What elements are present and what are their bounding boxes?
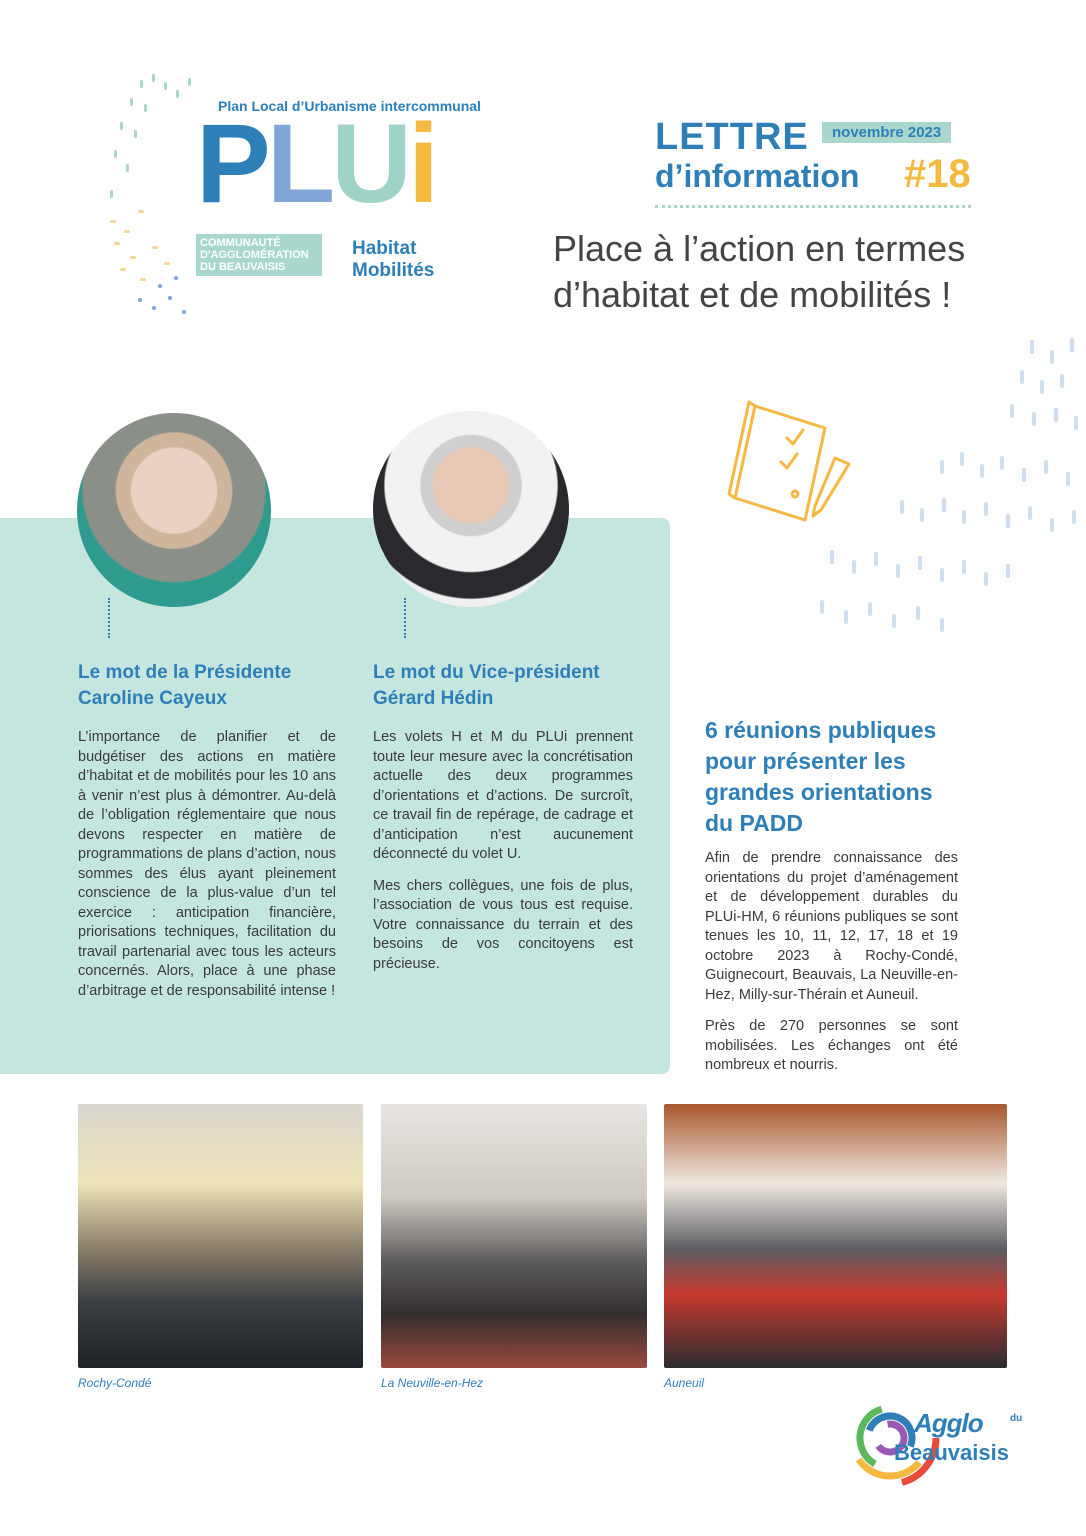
president-column xyxy=(78,660,336,1013)
page-title: Place à l’action en termes d’habitat et de mobilités ! xyxy=(553,228,966,315)
community-label: COMMUNAUTÉ D'AGGLOMÉRATION DU BEAUVAISIS xyxy=(196,234,322,276)
meetings-heading: 6 réunions publiques pour présenter les grandes orientations du PADD xyxy=(705,717,937,836)
meetings-column xyxy=(705,715,958,1088)
dotted-connector xyxy=(404,598,406,638)
photo-caption: La Neuville-en-Hez xyxy=(381,1376,484,1390)
lettre-heading: LETTRE xyxy=(655,116,809,158)
vice-president-heading xyxy=(373,660,633,712)
vice-president-column xyxy=(373,660,633,986)
vice-president-text xyxy=(373,728,633,974)
dotted-connector xyxy=(108,598,110,638)
notebook-pen-icon xyxy=(725,398,855,528)
president-text xyxy=(78,728,336,1001)
theme-habitat: Habitat xyxy=(352,238,417,259)
photo-auneuil xyxy=(664,1104,1007,1368)
photo-caption: Auneuil xyxy=(664,1376,705,1390)
plui-letter-u: U xyxy=(331,101,409,226)
photo-la-neuville-en-hez xyxy=(381,1104,647,1368)
agglo-logo-name: Agglo xyxy=(914,1408,983,1438)
vice-president-paragraph-1: Les volets H et M du PLUi prennent toute leur mesure avec la concrétisation actuelle des deux programmes d’orientations et d’actions. De surcroît, ce travail fin de repérage, de cadrage et d’anticipation n’est aucunement déconnecté du volet U. xyxy=(373,729,633,862)
meetings-text xyxy=(705,849,958,1076)
plui-letter-i: i xyxy=(408,101,436,226)
plui-letter-p: P xyxy=(196,101,267,226)
date-badge: novembre 2023 xyxy=(822,122,951,143)
vice-president-portrait-photo xyxy=(373,411,569,607)
agglo-logo-du: du xyxy=(1010,1413,1023,1424)
photo-caption: Rochy-Condé xyxy=(78,1376,152,1390)
issue-number: #18 xyxy=(904,152,971,196)
title-dotted-divider xyxy=(655,205,971,208)
vice-president-heading-line1: Le mot du Vice-président xyxy=(373,662,600,683)
vice-president-paragraph-2: Mes chers collègues, une fois de plus, l’association de vous tous est requise. Votre connaissance du terrain et des besoins de vos concitoyens est précieuse. xyxy=(373,877,633,972)
photo-rochy-conde xyxy=(78,1104,363,1368)
plui-letter-l: L xyxy=(266,101,332,226)
meetings-paragraph-1: Afin de prendre connaissance des orientations du projet d’aménagement et de développement durables du PLUi-HM, 6 réunions publiques se sont tenues les 10, 11, 12, 17, 18 et 19 octobre 2023 à Rochy-Condé, Guignecourt, Beauvais, La Neuville-en-Hez, Milly-sur-Thérain et Auneuil. xyxy=(705,850,958,1003)
president-heading-line1: Le mot de la Présidente xyxy=(78,662,292,683)
president-paragraph: L’importance de planifier et de budgétiser des actions en matière d’habitat et de mobilités pour les 10 ans à venir n’est plus à démontrer. Au-delà de l’obligation réglementaire que nous devons respecter en matière de programmations de plans d’action, nous sommes des élus ayant pleinement conscience de la plus-value d’un tel exercice : anticipation financière, priorisations techniques, facilitation du travail partenarial avec tous les acteurs concernés. Alors, place à une phase d’arbitrage et de responsabilité intense ! xyxy=(78,729,336,999)
president-name: Caroline Cayeux xyxy=(78,688,227,709)
information-heading: d’information xyxy=(655,158,860,194)
agglo-logo-city: Beauvaisis xyxy=(894,1440,1009,1465)
meetings-paragraph-2: Près de 270 personnes se sont mobilisées. Les échanges ont été nombreux et nourris. xyxy=(705,1018,958,1073)
plui-theme-label xyxy=(352,238,434,282)
plui-subtitle: Plan Local d’Urbanisme intercommunal xyxy=(218,98,481,114)
president-portrait-photo xyxy=(77,413,271,607)
theme-mobilites: Mobilités xyxy=(352,260,435,281)
vice-president-name: Gérard Hédin xyxy=(373,688,494,709)
president-heading xyxy=(78,660,336,712)
